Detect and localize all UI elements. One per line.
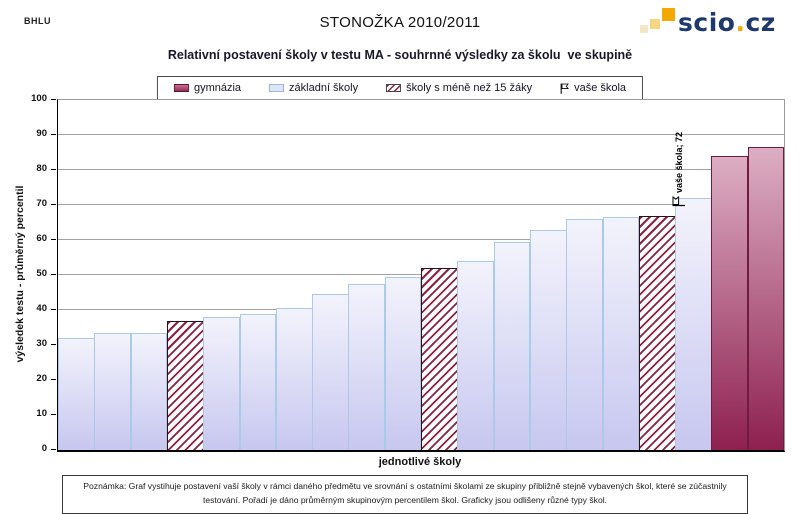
logo-text-tld: cz [745,8,776,37]
bar-7-zakladni [276,308,313,450]
bar-12-zakladni [457,261,494,450]
bar-20-gymnazium [748,147,785,450]
bar-4-mene15 [167,321,204,451]
legend-label-zakladni-skoly: základní školy [289,82,359,94]
vase-skola-annotation [672,132,685,207]
y-axis [0,93,56,454]
chart-subtitle: Relativní postavení školy v testu MA - souhrnné výsledky za školu ve skupině [167,48,633,62]
y-tick-mark-80 [51,169,56,170]
y-tick-label-10: 10 [36,408,47,419]
y-tick-label-60: 60 [36,233,47,244]
y-tick-label-0: 0 [41,443,47,454]
vase-skola-flag-icon [672,196,685,207]
bar-18-zakladni-vase-skola [675,198,712,450]
bar-17-mene15 [639,216,676,451]
y-tick-mark-100 [51,99,56,100]
bar-11-mene15 [421,268,458,450]
vase-skola-annotation-label: vaše škola; 72 [673,131,684,193]
bar-1-zakladni [58,338,95,450]
note-text: Poznámka: Graf vystihuje postavení vaší školy v rámci daného předmětu ve srovnání s ostatními školami ze skupiny přibližně stejně vybavených škol, které se zúčastnily testování. Pořadí je dáno průměrným skupinovým percentilem škol. Graficky jsou odlišeny různé typy škol. [83,481,727,505]
x-axis-title: jednotlivé školy [378,456,462,468]
y-tick-label-20: 20 [36,373,47,384]
bar-15-zakladni [566,219,603,450]
y-tick-mark-70 [51,204,56,205]
y-tick-mark-50 [51,274,56,275]
logo-text-dot: . [735,8,746,37]
y-tick-label-70: 70 [36,198,47,209]
bar-13-zakladni [494,242,531,450]
y-tick-mark-0 [51,449,56,450]
bar-2-zakladni [94,333,131,450]
plot-area [57,99,785,452]
y-tick-label-80: 80 [36,163,47,174]
y-tick-mark-90 [51,134,56,135]
page-title: STONOŽKA 2010/2011 [319,14,481,31]
y-tick-mark-20 [51,379,56,380]
bar-6-zakladni [240,314,277,451]
bar-14-zakladni [530,230,567,451]
y-tick-mark-30 [51,344,56,345]
logo-text-main: scio [678,8,736,37]
bar-10-zakladni [385,277,422,450]
y-tick-label-90: 90 [36,128,47,139]
y-tick-mark-40 [51,309,56,310]
legend-label-gymnazia: gymnázia [193,82,242,94]
bar-16-zakladni [603,217,640,450]
y-axis-title: výsledek testu - průměrný percentil [14,185,26,363]
bar-3-zakladni [131,333,168,450]
y-tick-label-50: 50 [36,268,47,279]
y-tick-label-30: 30 [36,338,47,349]
bar-8-zakladni [312,294,349,450]
note-box [62,475,748,514]
legend-label-vase-skola: vaše škola [574,82,627,94]
y-tick-label-40: 40 [36,303,47,314]
bar-19-gymnazium [711,156,748,450]
bar-9-zakladni [348,284,385,450]
school-code: BHLU [24,16,51,26]
y-tick-mark-60 [51,239,56,240]
bar-5-zakladni [203,317,240,450]
legend-label-skoly-mene-15: školy s méně než 15 žáky [406,82,533,94]
y-tick-label-100: 100 [31,93,47,104]
y-tick-mark-10 [51,414,56,415]
